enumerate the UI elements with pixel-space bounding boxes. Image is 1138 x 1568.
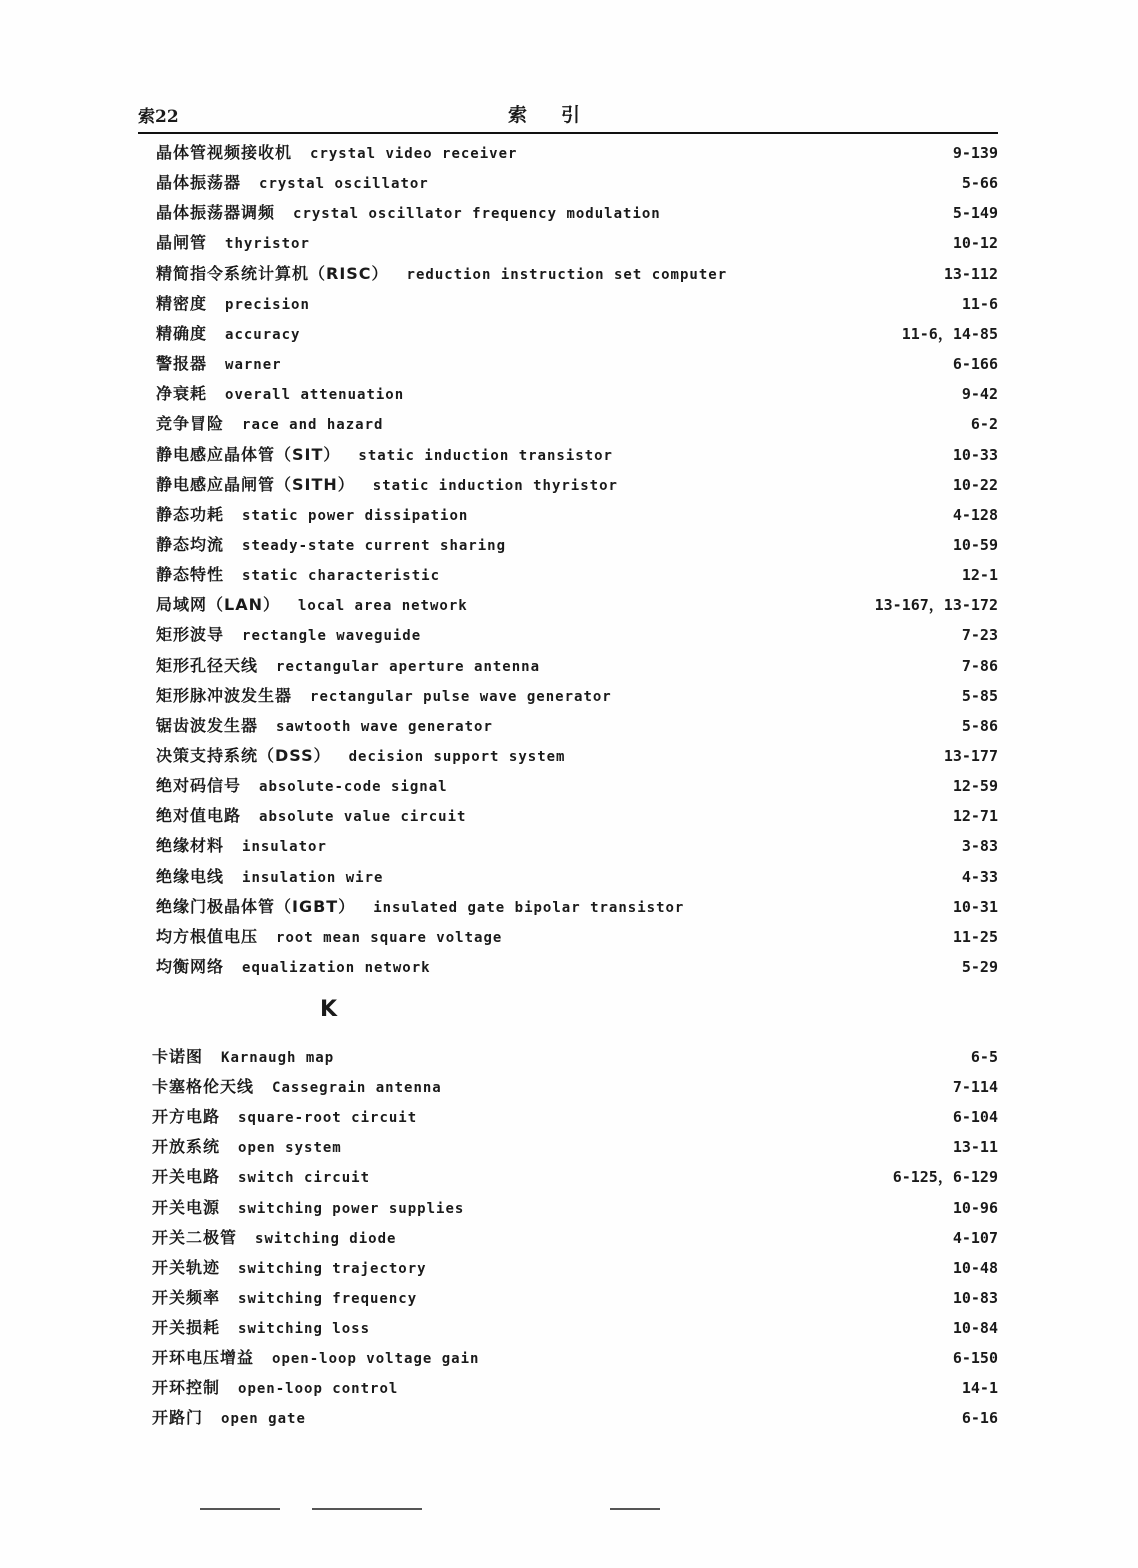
entry-english-term: local area network: [297, 598, 468, 615]
entry-chinese-term: 矩形脉冲波发生器: [156, 685, 293, 705]
index-entry: [152, 1253, 998, 1283]
page-title: 索引: [508, 104, 615, 126]
footer-mark: [610, 1508, 660, 1510]
entry-chinese-term: 局域网（LAN）: [156, 595, 280, 615]
entry-chinese-term: 净衰耗: [156, 384, 208, 404]
entry-page-reference: 11-25: [952, 927, 998, 946]
entry-chinese-term: 开环电压增益: [152, 1348, 255, 1367]
entry-page-reference: 4-33: [961, 867, 998, 886]
entry-english-term: root mean square voltage: [276, 929, 503, 946]
index-entry: [156, 289, 998, 319]
index-entry: [152, 1132, 998, 1162]
entry-chinese-term: 绝对值电路: [156, 806, 242, 826]
entry-english-term: reduction instruction set computer: [406, 266, 728, 283]
entry-chinese-term: 决策支持系统（DSS）: [156, 746, 331, 765]
entry-chinese-term: 开方电路: [152, 1107, 221, 1127]
index-entry: [156, 259, 998, 289]
entry-page-reference: 9-42: [961, 385, 998, 404]
entry-english-term: square-root circuit: [238, 1110, 418, 1127]
entry-english-term: decision support system: [348, 749, 566, 765]
index-entry: [156, 952, 998, 982]
entry-english-term: rectangle waveguide: [242, 628, 422, 645]
entry-chinese-term: 开放系统: [152, 1137, 221, 1157]
entry-chinese-term: 开关电路: [152, 1167, 221, 1187]
page-number: 索22: [138, 107, 179, 127]
entry-page-reference: 5-66: [961, 174, 998, 193]
entry-english-term: insulated gate bipolar transistor: [373, 899, 685, 916]
index-entry: [156, 319, 998, 349]
index-entry: [156, 168, 998, 198]
index-entry: [156, 922, 998, 952]
index-entry: [156, 500, 998, 530]
entry-english-term: insulator: [242, 839, 327, 856]
index-entry: [156, 741, 998, 771]
entry-english-term: race and hazard: [242, 417, 384, 434]
index-entry: [156, 198, 998, 228]
index-entry: [156, 590, 998, 620]
entry-chinese-term: 绝缘门极晶体管（IGBT）: [156, 896, 356, 916]
index-entry: [156, 228, 998, 258]
entry-english-term: rectangular pulse wave generator: [310, 688, 612, 705]
entry-english-term: insulation wire: [242, 869, 384, 886]
entry-page-reference: 13-167，13-172: [874, 596, 998, 615]
footer-mark: [200, 1508, 280, 1510]
entry-english-term: crystal oscillator: [259, 176, 429, 193]
entry-chinese-term: 静态特性: [156, 565, 225, 585]
index-entry: [156, 440, 998, 470]
index-entry: [156, 409, 998, 439]
index-entry: [156, 801, 998, 831]
entry-english-term: switching frequency: [238, 1290, 418, 1307]
entry-chinese-term: 卡塞格伦天线: [152, 1077, 255, 1097]
entry-page-reference: 12-1: [961, 566, 998, 585]
entry-english-term: crystal video receiver: [310, 146, 518, 162]
entry-chinese-term: 开关轨迹: [152, 1257, 221, 1277]
entry-page-reference: 10-31: [952, 897, 998, 916]
entry-chinese-term: 矩形孔径天线: [156, 655, 259, 675]
entry-english-term: thyristor: [225, 236, 310, 253]
entry-english-term: Karnaugh map: [221, 1050, 335, 1066]
entry-english-term: absolute value circuit: [259, 809, 467, 826]
index-entry: [152, 1343, 998, 1373]
entry-chinese-term: 晶体管视频接收机: [156, 143, 293, 162]
entry-english-term: crystal oscillator frequency modulation: [293, 206, 661, 223]
entry-page-reference: 11-6，14-85: [901, 324, 998, 343]
entry-english-term: open-loop voltage gain: [272, 1351, 480, 1367]
index-entry: [156, 379, 998, 409]
index-entry: [152, 1403, 998, 1433]
entry-english-term: open system: [238, 1140, 342, 1157]
entry-english-term: warner: [225, 357, 282, 374]
entry-page-reference: 6-5: [970, 1048, 998, 1066]
entry-page-reference: 10-12: [952, 234, 998, 253]
entry-page-reference: 5-29: [961, 958, 998, 977]
entry-page-reference: 14-1: [961, 1379, 998, 1398]
entry-english-term: static power dissipation: [242, 507, 469, 524]
entry-page-reference: 11-6: [961, 294, 998, 313]
index-entry: [152, 1283, 998, 1313]
entry-english-term: switching diode: [255, 1230, 397, 1247]
entry-page-reference: 9-139: [952, 144, 998, 162]
entry-english-term: switching trajectory: [238, 1260, 427, 1277]
entry-chinese-term: 绝对码信号: [156, 776, 242, 796]
entry-page-reference: 4-128: [952, 505, 998, 524]
entry-english-term: switch circuit: [238, 1170, 371, 1187]
entry-page-reference: 13-177: [943, 747, 998, 765]
entry-page-reference: 5-85: [961, 686, 998, 705]
entry-english-term: steady-state current sharing: [242, 537, 507, 554]
entry-page-reference: 10-83: [952, 1288, 998, 1307]
entry-chinese-term: 开关损耗: [152, 1317, 221, 1337]
entry-english-term: static characteristic: [242, 568, 441, 585]
entry-english-term: accuracy: [225, 326, 301, 343]
entry-page-reference: 10-59: [952, 535, 998, 554]
entry-page-reference: 13-11: [952, 1138, 998, 1157]
section-letter: K: [320, 997, 338, 1022]
entry-chinese-term: 晶闸管: [156, 233, 208, 253]
entry-chinese-term: 均衡网络: [156, 957, 225, 977]
entry-english-term: open gate: [221, 1411, 306, 1428]
entry-chinese-term: 精确度: [156, 323, 208, 343]
entry-english-term: static induction transistor: [358, 447, 613, 464]
index-entry: [152, 1193, 998, 1223]
entry-page-reference: 7-114: [952, 1078, 998, 1097]
entry-page-reference: 12-71: [952, 807, 998, 826]
entry-chinese-term: 绝缘电线: [156, 866, 225, 886]
entry-chinese-term: 静态均流: [156, 534, 225, 554]
entry-page-reference: 10-33: [952, 445, 998, 464]
entry-english-term: equalization network: [242, 960, 431, 977]
index-entry: [152, 1162, 998, 1192]
index-entry: [156, 711, 998, 741]
entry-chinese-term: 开关电源: [152, 1197, 221, 1217]
entry-english-term: Cassegrain antenna: [272, 1080, 442, 1097]
index-entry: [152, 1042, 998, 1072]
index-entry: [156, 651, 998, 681]
entry-chinese-term: 静态功耗: [156, 504, 225, 524]
entry-page-reference: 10-22: [952, 475, 998, 494]
entry-page-reference: 6-166: [952, 355, 998, 374]
entry-chinese-term: 锯齿波发生器: [156, 715, 259, 735]
index-entry: [156, 831, 998, 861]
entry-page-reference: 6-2: [970, 415, 998, 434]
entry-chinese-term: 开关二极管: [152, 1227, 238, 1247]
index-entry: [156, 470, 998, 500]
entry-english-term: absolute-code signal: [259, 779, 448, 796]
entry-page-reference: 12-59: [952, 777, 998, 796]
entry-page-reference: 4-107: [952, 1228, 998, 1247]
entry-page-reference: 5-86: [961, 716, 998, 735]
index-entry: [152, 1313, 998, 1343]
index-entry: [152, 1373, 998, 1403]
index-entry: [156, 681, 998, 711]
entry-page-reference: 7-86: [961, 656, 998, 675]
entry-page-reference: 5-149: [952, 204, 998, 223]
index-entry: [156, 530, 998, 560]
entry-chinese-term: 开环控制: [152, 1378, 221, 1398]
entry-chinese-term: 均方根值电压: [156, 926, 259, 946]
footer-mark: [312, 1508, 422, 1510]
entry-chinese-term: 竞争冒险: [156, 414, 225, 434]
entry-chinese-term: 晶体振荡器: [156, 173, 242, 193]
index-entry: [152, 1102, 998, 1132]
entry-english-term: rectangular aperture antenna: [276, 658, 541, 675]
entry-english-term: switching loss: [238, 1320, 371, 1337]
entry-chinese-term: 静电感应晶闸管（SITH）: [156, 474, 355, 494]
entry-chinese-term: 警报器: [156, 354, 208, 374]
entry-page-reference: 6-104: [952, 1108, 998, 1127]
entry-english-term: static induction thyristor: [372, 477, 618, 494]
entry-chinese-term: 矩形波导: [156, 625, 225, 645]
entry-english-term: overall attenuation: [225, 387, 405, 404]
index-entry: [152, 1072, 998, 1102]
entry-page-reference: 6-16: [961, 1409, 998, 1428]
page-header: [138, 100, 998, 130]
entry-english-term: open-loop control: [238, 1381, 399, 1398]
entry-page-reference: 3-83: [961, 837, 998, 856]
entry-page-reference: 10-48: [952, 1258, 998, 1277]
index-entry: [156, 138, 998, 168]
entry-chinese-term: 绝缘材料: [156, 836, 225, 856]
entry-page-reference: 10-96: [952, 1198, 998, 1217]
index-entry: [156, 560, 998, 590]
entry-chinese-term: 开路门: [152, 1408, 204, 1428]
entry-chinese-term: 晶体振荡器调频: [156, 203, 276, 223]
index-entry: [156, 620, 998, 650]
index-entry: [156, 771, 998, 801]
entry-english-term: sawtooth wave generator: [276, 718, 493, 735]
index-entry: [156, 349, 998, 379]
index-entry: [156, 862, 998, 892]
entry-page-reference: 6-150: [952, 1349, 998, 1367]
entry-english-term: switching power supplies: [238, 1200, 465, 1217]
index-entry: [156, 892, 998, 922]
index-entry: [152, 1223, 998, 1253]
entry-chinese-term: 卡诺图: [152, 1047, 204, 1066]
entry-page-reference: 7-23: [961, 626, 998, 645]
entry-chinese-term: 精简指令系统计算机（RISC）: [156, 263, 389, 283]
entry-english-term: precision: [225, 296, 310, 313]
entry-chinese-term: 静电感应晶体管（SIT）: [156, 444, 341, 464]
entry-page-reference: 10-84: [952, 1318, 998, 1337]
entry-chinese-term: 精密度: [156, 293, 208, 313]
entry-page-reference: 13-112: [943, 264, 998, 283]
entry-page-reference: 6-125，6-129: [892, 1168, 998, 1187]
header-rule: [138, 132, 998, 134]
entry-chinese-term: 开关频率: [152, 1287, 221, 1307]
